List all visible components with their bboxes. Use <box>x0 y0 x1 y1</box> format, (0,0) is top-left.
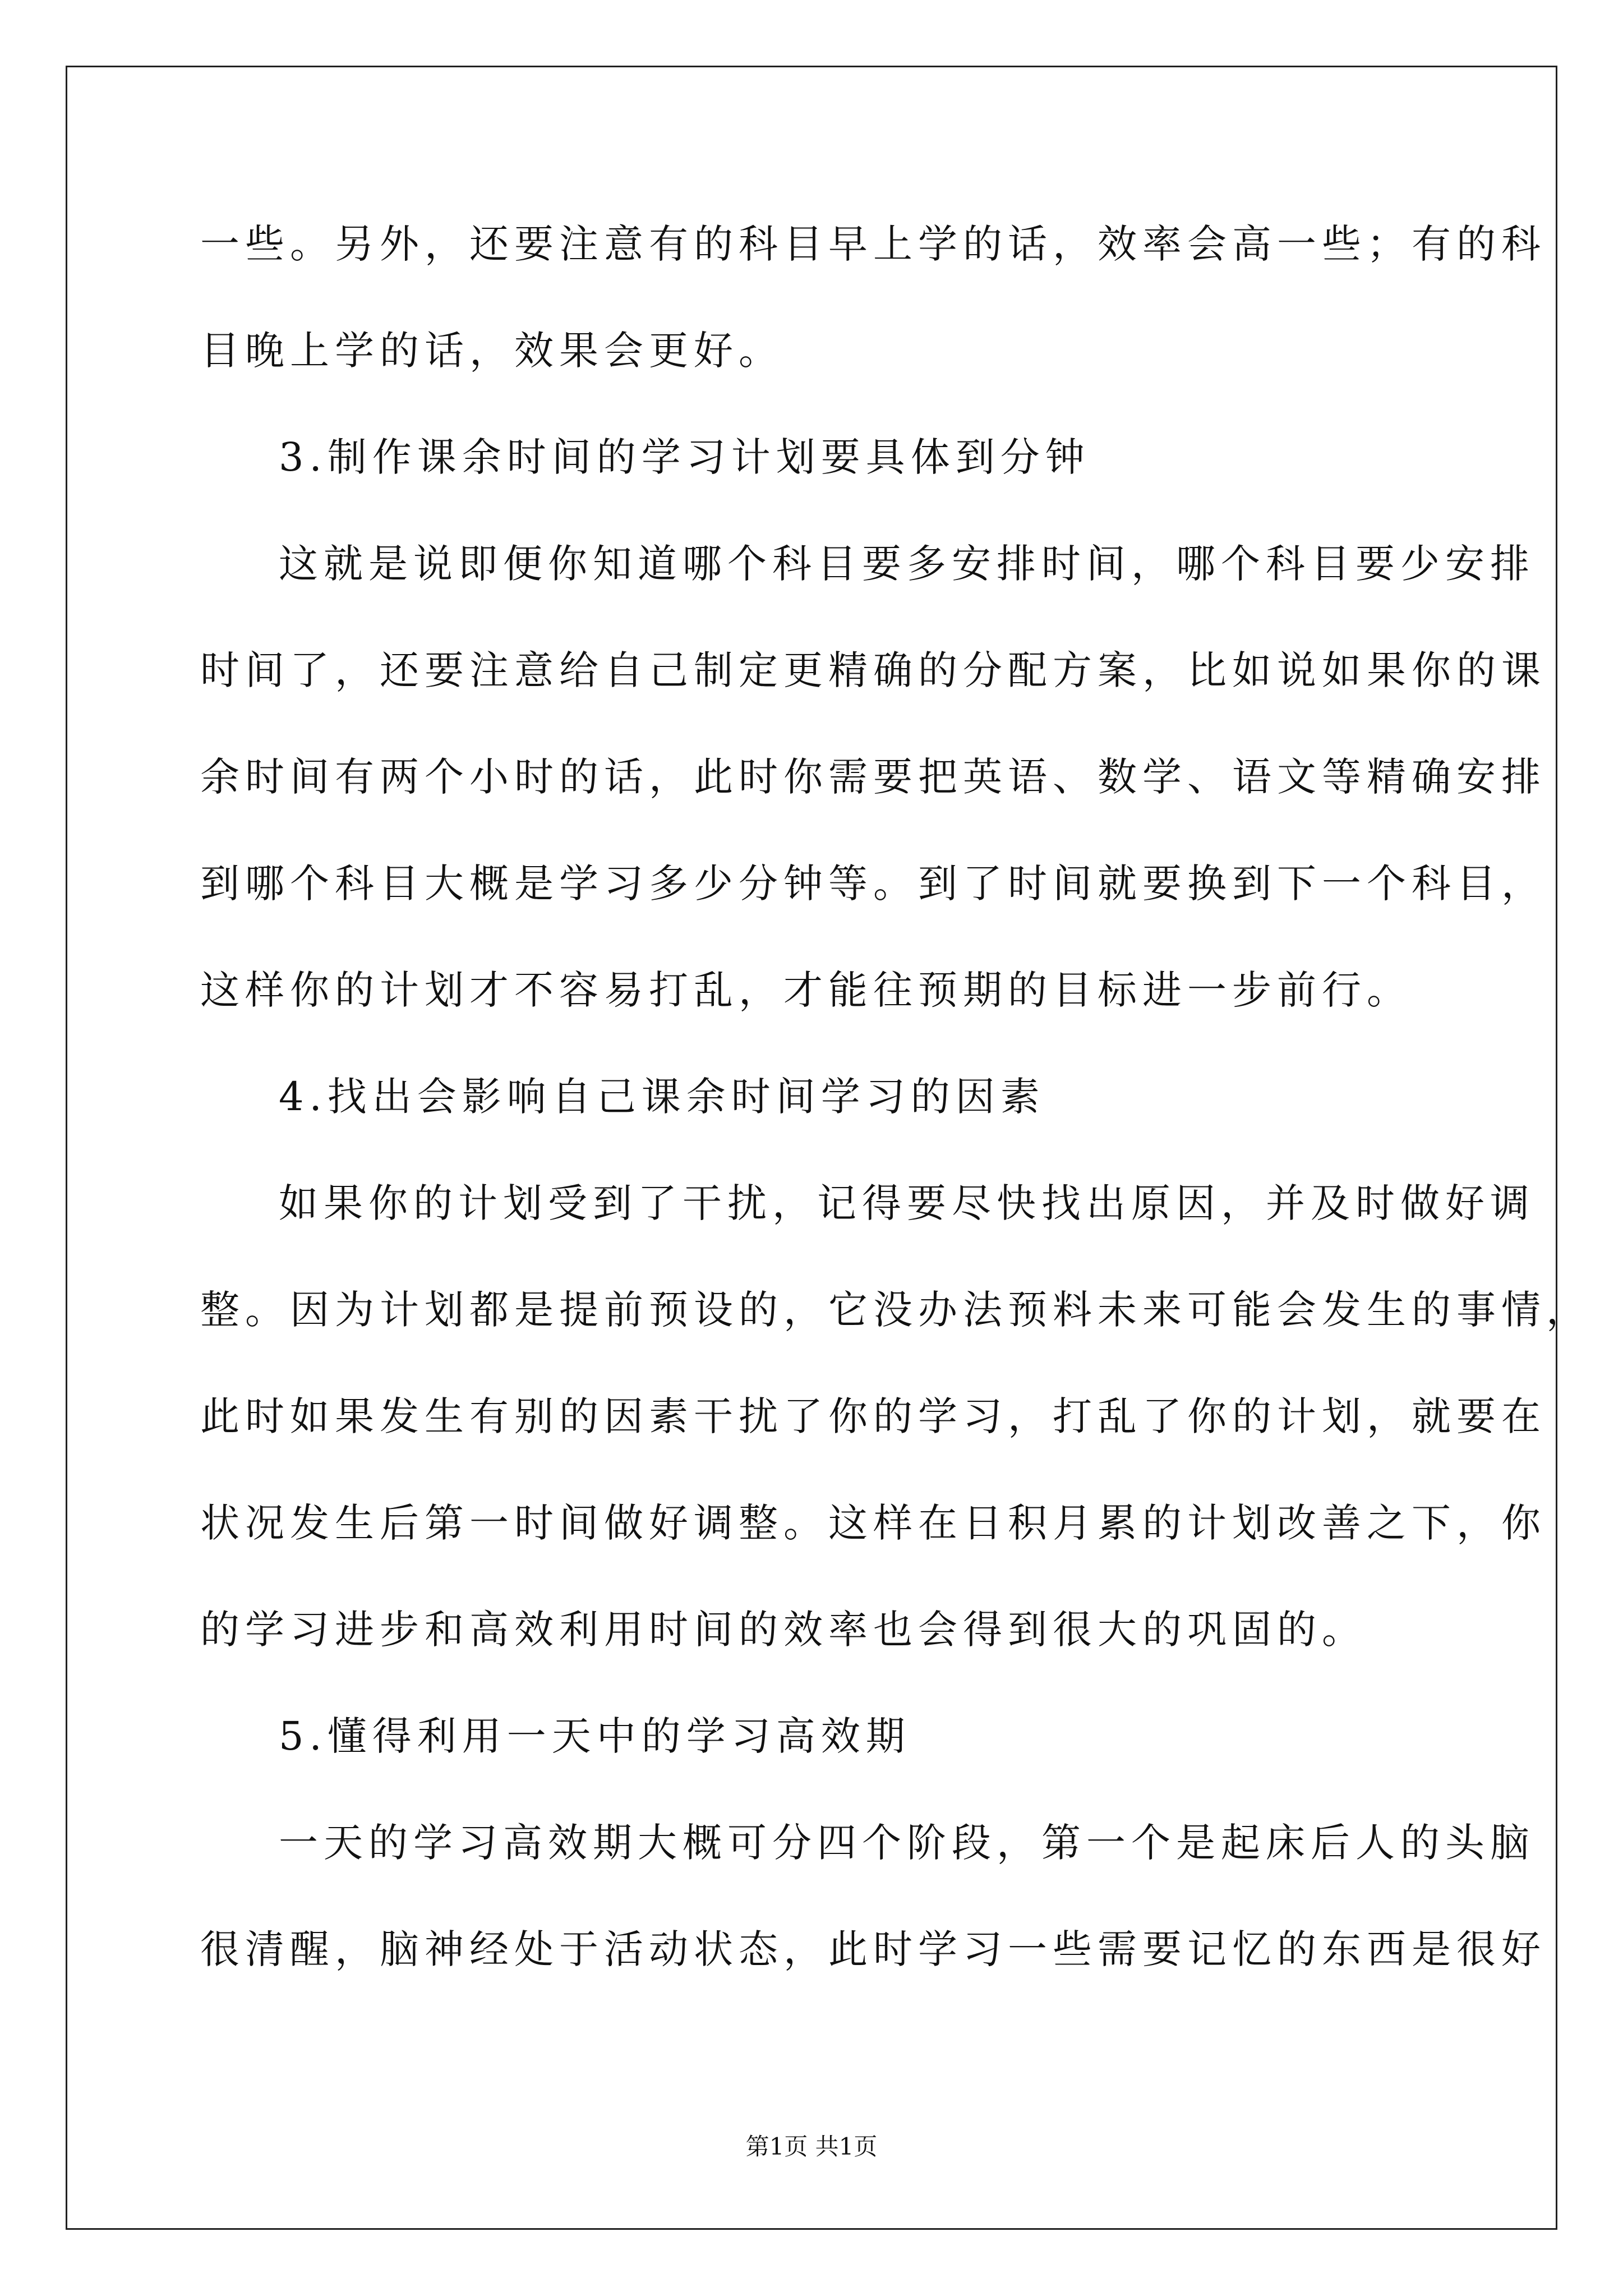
paragraph-line: 余时间有两个小时的话，此时你需要把英语、数学、语文等精确安排 <box>200 754 1546 800</box>
page-footer: 第1页 共1页 <box>745 2133 878 2160</box>
paragraph-line: 此时如果发生有别的因素干扰了你的学习，打乱了你的计划，就要在 <box>200 1393 1546 1439</box>
paragraph-line: 一些。另外，还要注意有的科目早上学的话，效率会高一些；有的科 <box>200 221 1546 267</box>
paragraph-line: 时间了，还要注意给自己制定更精确的分配方案，比如说如果你的课 <box>200 647 1546 693</box>
paragraph-line: 到哪个科目大概是学习多少分钟等。到了时间就要换到下一个科目， <box>200 861 1546 907</box>
paragraph-line: 这样你的计划才不容易打乱，才能往预期的目标进一步前行。 <box>200 967 1412 1013</box>
paragraph-line: 如果你的计划受到了干扰，记得要尽快找出原因，并及时做好调 <box>279 1180 1535 1226</box>
paragraph-line: 的学习进步和高效利用时间的效率也会得到很大的巩固的。 <box>200 1607 1367 1653</box>
section-heading: 3.制作课余时间的学习计划要具体到分钟 <box>279 434 1090 480</box>
paragraph-line: 很清醒，脑神经处于活动状态，此时学习一些需要记忆的东西是很好 <box>200 1926 1546 1972</box>
paragraph-line: 这就是说即便你知道哪个科目要多安排时间，哪个科目要少安排 <box>279 541 1535 587</box>
paragraph-line: 整。因为计划都是提前预设的，它没办法预料未来可能会发生的事情， <box>200 1287 1591 1333</box>
paragraph-line: 状况发生后第一时间做好调整。这样在日积月累的计划改善之下，你 <box>200 1500 1546 1546</box>
section-heading: 5.懂得利用一天中的学习高效期 <box>279 1713 911 1759</box>
paragraph-line: 目晚上学的话，效果会更好。 <box>200 328 783 374</box>
paragraph-line: 一天的学习高效期大概可分四个阶段，第一个是起床后人的头脑 <box>279 1820 1535 1866</box>
page-border <box>66 66 1591 2230</box>
section-heading: 4.找出会影响自己课余时间学习的因素 <box>279 1074 1045 1120</box>
